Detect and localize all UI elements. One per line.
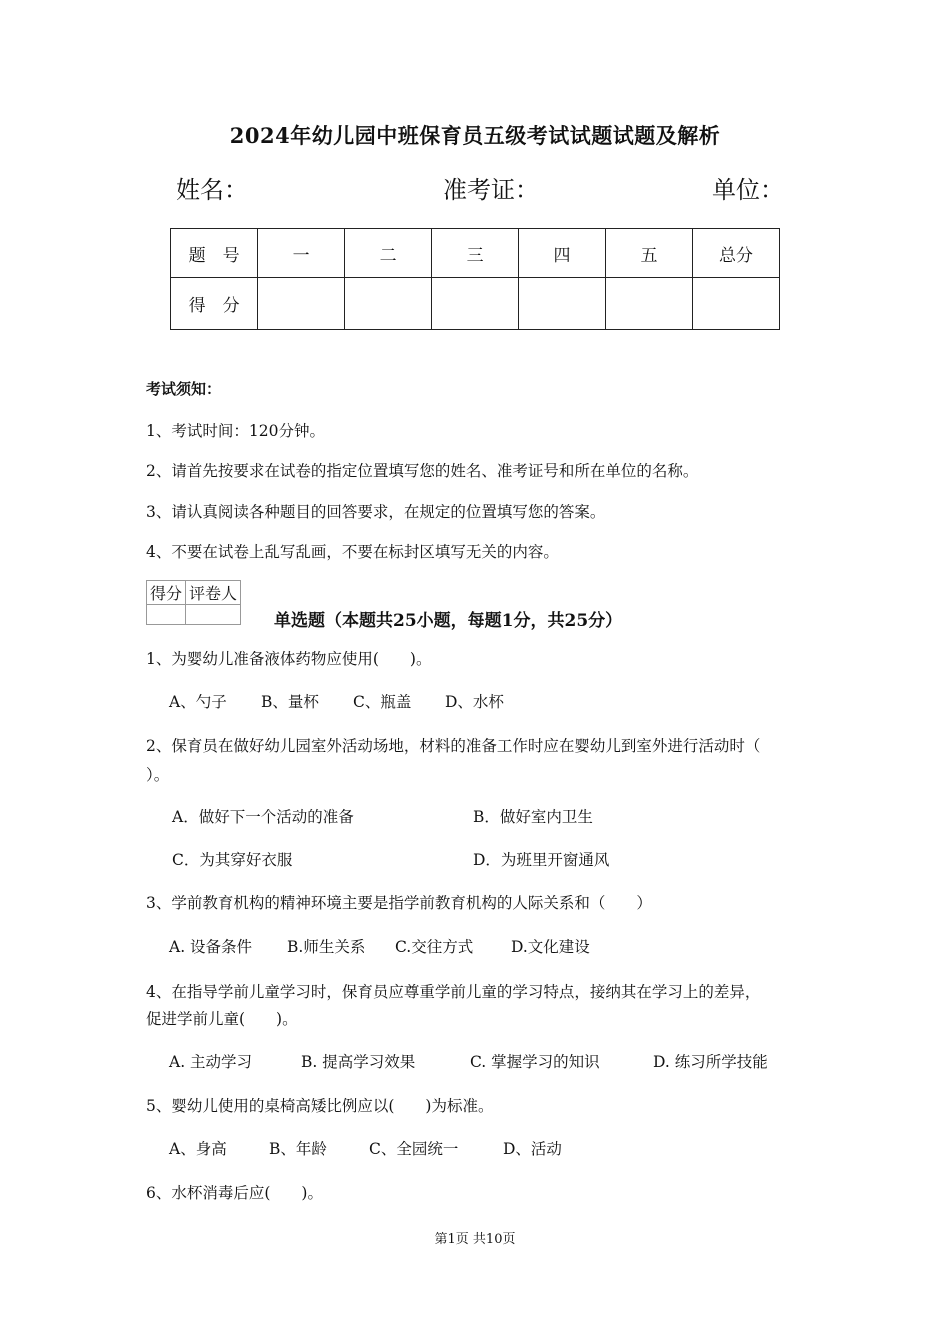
notice-item: 3、请认真阅读各种题目的回答要求，在规定的位置填写您的答案。	[146, 503, 606, 521]
score-table-cell: 总分	[692, 229, 779, 278]
question-stem: 6、水杯消毒后应( )。	[146, 1184, 323, 1202]
answer-option: D、水杯	[445, 693, 504, 711]
score-table-cell: 题 号	[171, 229, 258, 278]
question-stem: 1、为婴幼儿准备液体药物应使用( )。	[146, 650, 432, 668]
answer-option: D、活动	[503, 1140, 562, 1158]
answer-option: D. 练习所学技能	[653, 1053, 768, 1071]
grader-box	[146, 580, 241, 625]
notice-item: 2、请首先按要求在试卷的指定位置填写您的姓名、准考证号和所在单位的名称。	[146, 462, 699, 480]
notice-item: 1、考试时间：120分钟。	[146, 422, 325, 440]
score-table-cell: 二	[345, 229, 432, 278]
section-title: 单选题（本题共25小题，每题1分，共25分）	[274, 611, 623, 631]
answer-option: B.师生关系	[287, 938, 366, 956]
score-table-cell	[258, 278, 345, 330]
score-table-cell	[606, 278, 693, 330]
answer-option: C、瓶盖	[353, 693, 412, 711]
question-stem: 4、在指导学前儿童学习时，保育员应尊重学前儿童的学习特点，接纳其在学习上的差异，	[146, 983, 761, 1001]
exam-id-field-label: 准考证：	[443, 176, 539, 204]
question-stem: 3、学前教育机构的精神环境主要是指学前教育机构的人际关系和（ ）	[146, 894, 652, 912]
score-table-cell	[432, 278, 519, 330]
answer-option: C. 掌握学习的知识	[470, 1053, 600, 1071]
answer-option: C、全园统一	[369, 1140, 459, 1158]
answer-option: B、量杯	[261, 693, 319, 711]
grader-name-blank	[186, 605, 241, 625]
answer-option: D.文化建设	[511, 938, 590, 956]
score-table-header-row	[171, 229, 780, 278]
score-table-cell: 三	[432, 229, 519, 278]
question-stem-continued: 促进学前儿童( )。	[146, 1010, 298, 1028]
answer-option: C．为其穿好衣服	[172, 851, 293, 869]
answer-option: A、身高	[169, 1140, 227, 1158]
unit-field-label: 单位：	[712, 176, 784, 204]
notice-item: 4、不要在试卷上乱写乱画，不要在标封区填写无关的内容。	[146, 543, 559, 561]
score-table-cell	[692, 278, 779, 330]
answer-option: B．做好室内卫生	[473, 808, 593, 826]
question-stem: 5、婴幼儿使用的桌椅高矮比例应以( )为标准。	[146, 1097, 494, 1115]
answer-option: C.交往方式	[395, 938, 474, 956]
answer-option: A. 设备条件	[169, 938, 253, 956]
score-table-cell: 得 分	[171, 278, 258, 330]
score-table	[170, 228, 780, 330]
name-field-label: 姓名：	[176, 176, 248, 204]
answer-option: A、勺子	[169, 693, 227, 711]
score-table-cell: 四	[519, 229, 606, 278]
page-title: 2024年幼儿园中班保育员五级考试试题试题及解析	[229, 123, 721, 148]
score-table-cell: 五	[606, 229, 693, 278]
grader-score-label: 得分	[147, 581, 186, 605]
score-table-score-row	[171, 278, 780, 330]
grader-name-label: 评卷人	[186, 581, 241, 605]
score-table-cell	[345, 278, 432, 330]
grader-score-blank	[147, 605, 186, 625]
answer-option: B、年龄	[269, 1140, 327, 1158]
answer-option: A．做好下一个活动的准备	[172, 808, 354, 826]
answer-option: A. 主动学习	[169, 1053, 253, 1071]
score-table-cell: 一	[258, 229, 345, 278]
answer-option: D．为班里开窗通风	[473, 851, 610, 869]
answer-option: B. 提高学习效果	[301, 1053, 416, 1071]
score-table-cell	[519, 278, 606, 330]
question-stem: 2、保育员在做好幼儿园室外活动场地，材料的准备工作时应在婴幼儿到室外进行活动时（	[146, 737, 761, 755]
question-stem-continued: ）。	[146, 766, 170, 784]
notice-heading: 考试须知：	[146, 380, 222, 398]
page-footer: 第1页 共10页	[434, 1232, 516, 1247]
